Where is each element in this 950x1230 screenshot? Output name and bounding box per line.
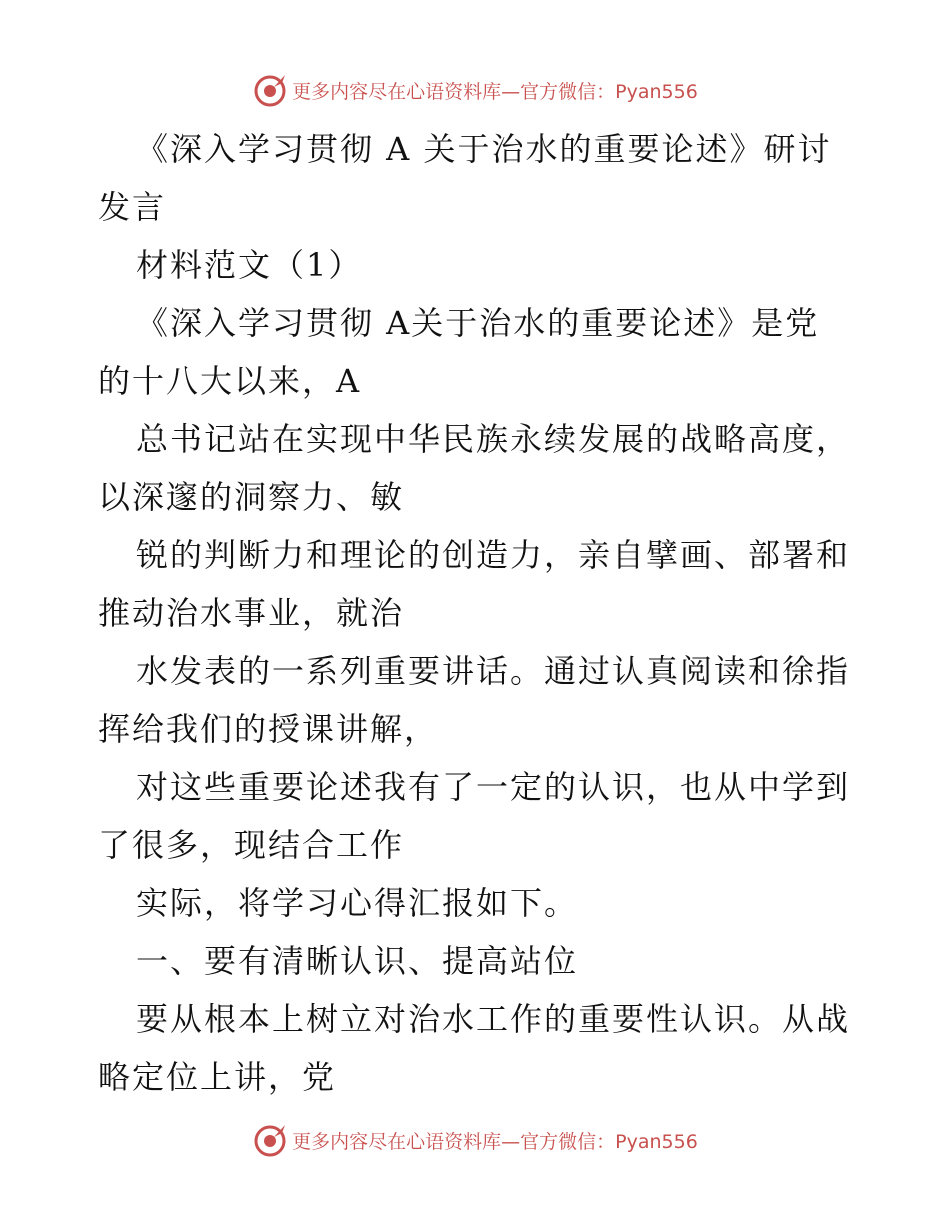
- text-line: 总书记站在实现中华民族永续发展的战略高度，: [136, 420, 851, 458]
- text-line: 了很多，现结合工作: [98, 826, 405, 864]
- section-heading: 一、要有清晰认识、提高站位: [136, 942, 579, 980]
- text-line: 实际，将学习心得汇报如下。: [136, 884, 579, 922]
- text-line: 挥给我们的授课讲解，: [98, 710, 439, 748]
- text-line: 锐的判断力和理论的创造力，亲自擘画、部署和: [136, 536, 851, 574]
- text-line: 推动治水事业，就治: [98, 594, 405, 632]
- text-line: 以深邃的洞察力、敏: [98, 478, 405, 516]
- text-line: 要从根本上树立对治水工作的重要性认识。从战: [136, 1000, 851, 1038]
- header-watermark: [0, 70, 950, 110]
- footer-watermark: [0, 1120, 950, 1160]
- watermark-text: 更多内容尽在心语资料库—官方微信：Pyan556: [292, 1130, 698, 1153]
- text-line: 《深入学习贯彻 A 关于治水的重要论述》研讨: [136, 130, 832, 168]
- text-line: 水发表的一系列重要讲话。通过认真阅读和徐指: [136, 652, 851, 690]
- watermark-text: 更多内容尽在心语资料库—官方微信：Pyan556: [292, 80, 698, 103]
- document-body: [98, 120, 858, 1106]
- text-line: 发言: [98, 188, 167, 226]
- text-line: 《深入学习贯彻 A关于治水的重要论述》是党: [136, 304, 820, 342]
- text-line: 对这些重要论述我有了一定的认识，也从中学到: [136, 768, 851, 806]
- text-line: 的十八大以来，A: [98, 362, 362, 400]
- text-line: 材料范文（1）: [136, 246, 363, 284]
- quill-logo-icon: [252, 1122, 288, 1158]
- quill-logo-icon: [252, 72, 288, 108]
- text-line: 略定位上讲，党: [98, 1058, 337, 1096]
